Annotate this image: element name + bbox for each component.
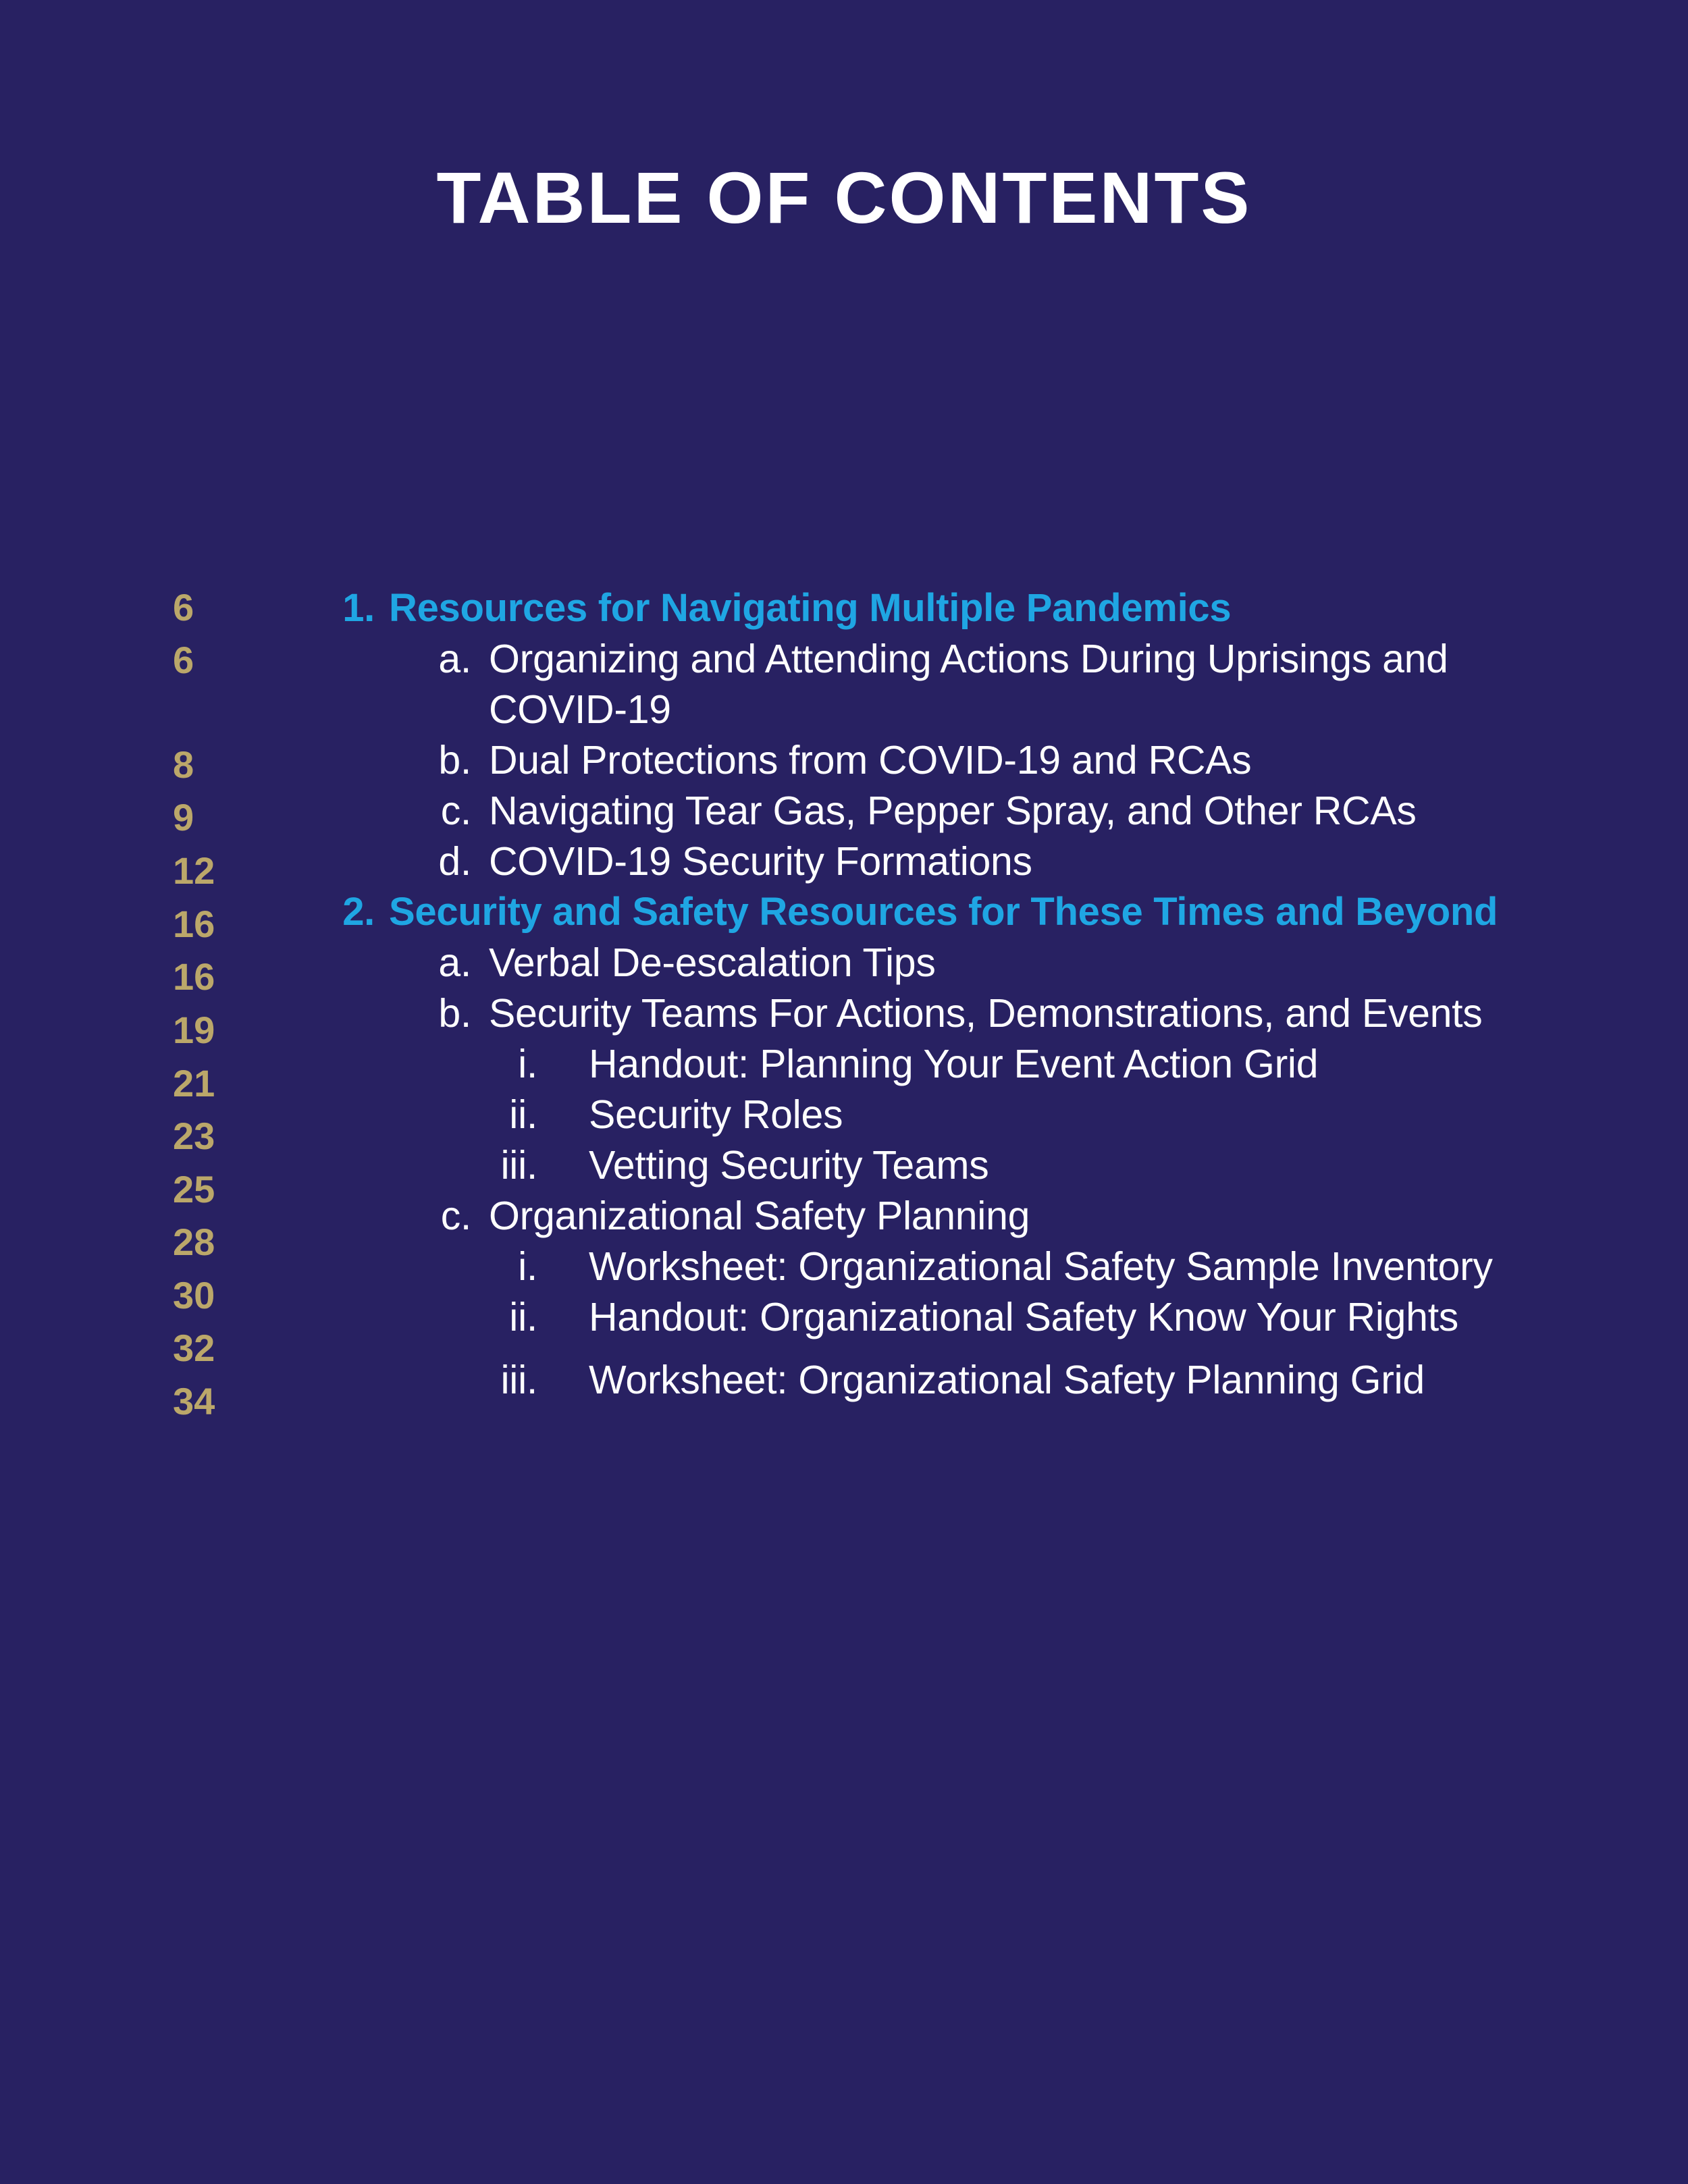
entry-title: Organizational Safety Planning [489,1194,1030,1238]
entry-letter: c. [440,1194,471,1238]
entry-roman-numeral: iii. [500,1143,537,1188]
page-number: 32 [173,1327,215,1369]
entry-roman-numeral: i. [518,1042,537,1086]
entry-roman-numeral: ii. [509,1295,537,1339]
entry-title-continuation: COVID-19 [489,687,671,732]
page-title: TABLE OF CONTENTS [436,157,1252,238]
page-number: 16 [173,903,215,945]
section-number: 2. [342,890,375,934]
page-number: 6 [173,586,194,629]
entry-roman-numeral: iii. [500,1358,537,1402]
page-number: 8 [173,743,194,786]
section-title: Security and Safety Resources for These Times and Beyond [389,890,1498,934]
entry-title: Vetting Security Teams [589,1143,989,1188]
entry-letter: b. [438,991,471,1036]
page-number: 16 [173,955,215,998]
page-number: 9 [173,796,194,838]
page-number: 25 [173,1168,215,1210]
page-number: 30 [173,1274,215,1316]
page-number: 28 [173,1221,215,1263]
page-number: 6 [173,639,194,681]
entry-title: Security Teams For Actions, Demonstrations, and Events [489,991,1483,1036]
entry-title: Organizing and Attending Actions During Uprisings and [489,637,1448,681]
entry-roman-numeral: ii. [509,1092,537,1137]
entry-title: COVID-19 Security Formations [489,839,1032,884]
entry-letter: d. [438,839,471,884]
entry-title: Dual Protections from COVID-19 and RCAs [489,738,1252,782]
entry-title: Worksheet: Organizational Safety Planning Grid [589,1358,1425,1402]
section-title: Resources for Navigating Multiple Pandemics [389,586,1232,630]
page-number: 34 [173,1380,215,1422]
entry-letter: c. [440,789,471,833]
page-number: 19 [173,1009,215,1051]
entry-letter: a. [438,940,471,985]
page-number: 21 [173,1062,215,1104]
entry-title: Verbal De-escalation Tips [489,940,936,985]
entry-letter: b. [438,738,471,782]
section-number: 1. [342,586,375,630]
entry-title: Security Roles [589,1092,843,1137]
entry-title: Handout: Planning Your Event Action Grid [589,1042,1319,1086]
entry-roman-numeral: i. [518,1244,537,1289]
page-number: 23 [173,1115,215,1157]
entry-letter: a. [438,637,471,681]
page-number: 12 [173,849,215,892]
entry-title: Navigating Tear Gas, Pepper Spray, and Other RCAs [489,789,1417,833]
entry-title: Worksheet: Organizational Safety Sample Inventory [589,1244,1493,1289]
entry-title: Handout: Organizational Safety Know Your Rights [589,1295,1458,1339]
